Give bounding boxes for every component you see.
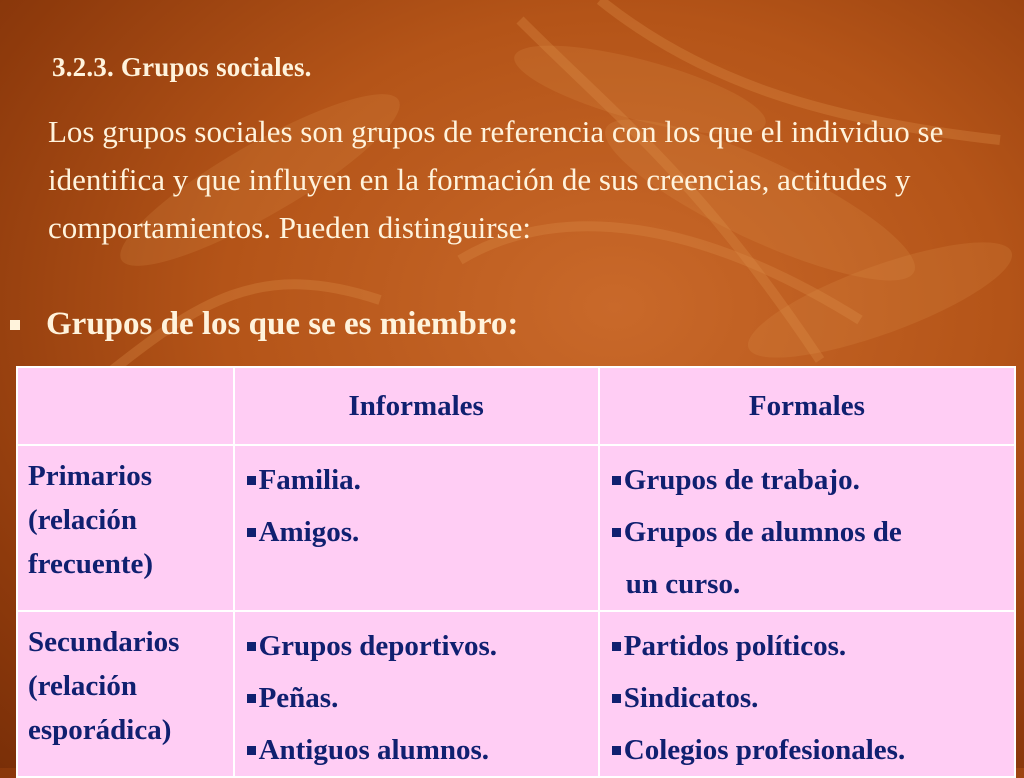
square-bullet-icon (247, 528, 256, 537)
bullet-heading (10, 306, 518, 343)
row-label-line: Secundarios (28, 626, 180, 658)
cell-primarios-informales (234, 445, 599, 611)
square-bullet-icon (247, 694, 256, 703)
square-bullet-icon (247, 476, 256, 485)
list-item-text: Colegios profesionales. (623, 734, 906, 766)
list-item-text: Grupos de trabajo. (623, 464, 860, 496)
table-header-row (17, 367, 1015, 445)
table-header-informales: Informales (234, 367, 599, 445)
row-label-line: (relación (28, 504, 137, 536)
list-item (610, 672, 1004, 724)
list-item-text: Grupos de alumnos de (623, 516, 902, 548)
table-header-formales: Formales (599, 367, 1015, 445)
table-header-empty (17, 367, 234, 445)
list-item-text: Peñas. (258, 682, 339, 714)
list-item (610, 454, 1004, 506)
list-item-text: Familia. (258, 464, 361, 496)
cell-primarios-formales (599, 445, 1015, 611)
row-label-line: frecuente) (28, 548, 154, 580)
square-bullet-icon (10, 320, 20, 330)
list-item-text: Antiguos alumnos. (258, 734, 490, 766)
row-label-line: esporádica) (28, 714, 172, 746)
table-row-secundarios (17, 611, 1015, 777)
square-bullet-icon (612, 694, 621, 703)
square-bullet-icon (612, 746, 621, 755)
row-label-secundarios (17, 611, 234, 777)
row-label-line: (relación (28, 670, 137, 702)
bullet-heading-text: Grupos de los que se es miembro: (46, 306, 519, 342)
list-item-continuation: un curso. (625, 568, 741, 600)
list-item (610, 724, 1004, 776)
list-item (245, 672, 588, 724)
square-bullet-icon (247, 642, 256, 651)
intro-paragraph: Los grupos sociales son grupos de referencia con los que el individuo se identifica y que influyen en la formación de sus creencias, actitudes y comportamientos. Pueden distinguirse: (48, 114, 944, 245)
list-item-text: Amigos. (258, 516, 360, 548)
list-item (245, 620, 588, 672)
list-item (245, 506, 588, 558)
list-item-text: Partidos políticos. (623, 630, 847, 662)
row-label-primarios (17, 445, 234, 611)
square-bullet-icon (612, 528, 621, 537)
square-bullet-icon (612, 642, 621, 651)
list-item (245, 724, 588, 776)
list-item (245, 454, 588, 506)
list-item (610, 506, 1004, 558)
cell-secundarios-formales (599, 611, 1015, 777)
social-groups-table (16, 366, 1016, 778)
table-row-primarios (17, 445, 1015, 611)
cell-secundarios-informales (234, 611, 599, 777)
list-item-text: Sindicatos. (623, 682, 759, 714)
slide-title: 3.2.3. Grupos sociales. (52, 52, 312, 82)
square-bullet-icon (612, 476, 621, 485)
list-item-text: Grupos deportivos. (258, 630, 498, 662)
square-bullet-icon (247, 746, 256, 755)
list-item (610, 620, 1004, 672)
row-label-line: Primarios (28, 460, 153, 492)
